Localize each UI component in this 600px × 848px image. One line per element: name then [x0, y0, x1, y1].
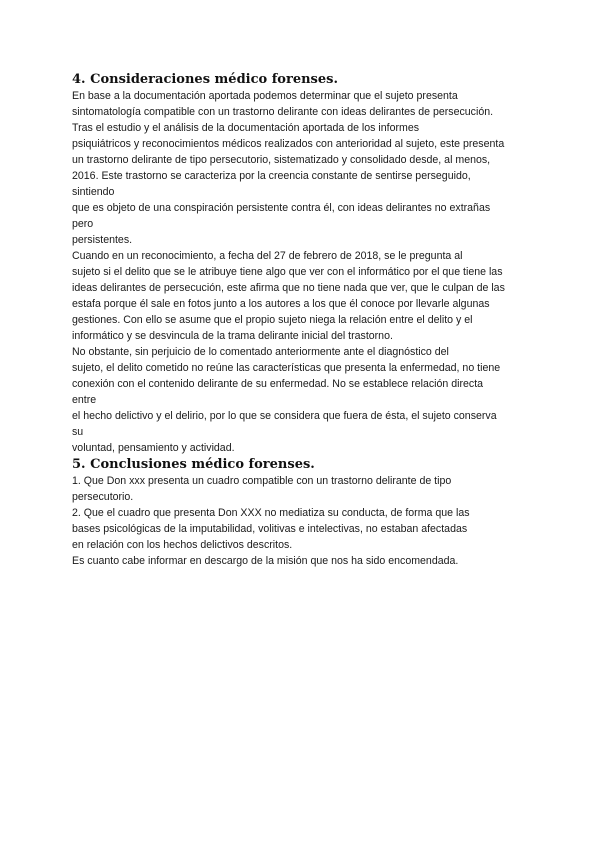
- paragraph-line: estafa porque él sale en fotos junto a los autores a los que él conoce por llevarle algunas: [72, 298, 490, 310]
- paragraph-line: sujeto si el delito que se le atribuye tiene algo que ver con el informático por el que tiene las: [72, 266, 503, 278]
- conclusion-line: persecutorio.: [72, 491, 134, 503]
- paragraph-line: sintomatología compatible con un trastorno delirante con ideas delirantes de persecución.: [72, 106, 494, 118]
- section-4-heading: 4. Consideraciones médico forenses.: [72, 72, 338, 87]
- paragraph-line: psiquiátricos y reconocimientos médicos realizados con anterioridad al sujeto, este presenta: [72, 138, 505, 150]
- conclusion-line: 2. Que el cuadro que presenta Don XXX no mediatiza su conducta, de forma que las: [72, 507, 470, 519]
- paragraph-line: su: [72, 426, 84, 438]
- paragraph-line: Cuando en un reconocimiento, a fecha del 27 de febrero de 2018, se le pregunta al: [72, 250, 463, 262]
- paragraph-line: Tras el estudio y el análisis de la documentación aportada de los informes: [72, 122, 420, 134]
- paragraph-line: entre: [72, 394, 97, 406]
- paragraph-line: voluntad, pensamiento y actividad.: [72, 442, 235, 454]
- paragraph-line: un trastorno delirante de tipo persecutorio, sistematizado y consolidado desde, al menos,: [72, 154, 491, 166]
- paragraph-line: No obstante, sin perjuicio de lo comentado anteriormente ante el diagnóstico del: [72, 346, 449, 358]
- paragraph-line: En base a la documentación aportada podemos determinar que el sujeto presenta: [72, 90, 458, 102]
- conclusion-line: 1. Que Don xxx presenta un cuadro compatible con un trastorno delirante de tipo: [72, 475, 452, 487]
- paragraph-line: pero: [72, 218, 94, 230]
- paragraph-line: que es objeto de una conspiración persistente contra él, con ideas delirantes no extrañas: [72, 202, 491, 214]
- paragraph-line: persistentes.: [72, 234, 133, 246]
- paragraph-line: gestiones. Con ello se asume que el propio sujeto niega la relación entre el delito y el: [72, 314, 473, 326]
- paragraph-line: sujeto, el delito cometido no reúne las características que presenta la enfermedad, no tiene: [72, 362, 501, 374]
- paragraph-line: ideas delirantes de persecución, este afirma que no tiene nada que ver, que le culpan de las: [72, 282, 505, 294]
- paragraph-line: conexión con el contenido delirante de su enfermedad. No se establece relación directa: [72, 378, 484, 390]
- paragraph-line: informático y se desvincula de la trama delirante inicial del trastorno.: [72, 330, 393, 342]
- conclusion-line: Es cuanto cabe informar en descargo de la misión que nos ha sido encomendada.: [72, 555, 459, 567]
- paragraph-line: el hecho delictivo y el delirio, por lo que se considera que fuera de ésta, el sujeto conserva: [72, 410, 497, 422]
- conclusion-line: en relación con los hechos delictivos descritos.: [72, 539, 293, 551]
- section-5-heading: 5. Conclusiones médico forenses.: [72, 457, 315, 472]
- paragraph-line: 2016. Este trastorno se caracteriza por la creencia constante de sentirse perseguido,: [72, 170, 471, 182]
- paragraph-line: sintiendo: [72, 186, 115, 198]
- conclusion-line: bases psicológicas de la imputabilidad, volitivas e intelectivas, no estaban afectadas: [72, 523, 468, 535]
